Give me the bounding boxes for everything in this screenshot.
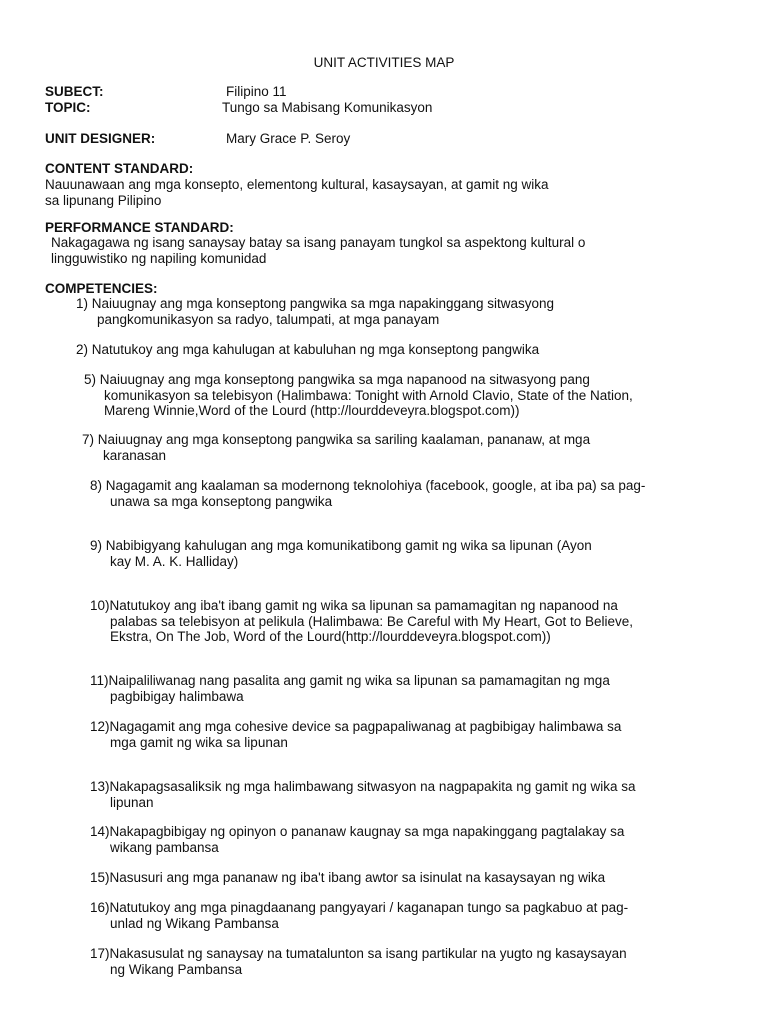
- competency-item: [90, 538, 592, 569]
- competency-line: kay M. A. K. Halliday): [110, 553, 239, 569]
- competency-item: [90, 673, 610, 704]
- subject-label: SUBECT:: [45, 84, 104, 99]
- competency-item: [82, 432, 590, 463]
- competency-line: 11)Naipaliliwanag nang pasalita ang gamit ng wika sa lipunan sa pamamagitan ng mga: [90, 673, 610, 688]
- competency-line: 16)Natutukoy ang mga pinagdaanang pangyayari / kaganapan tungo sa pagkabuo at pag-: [90, 900, 629, 915]
- competency-item: [90, 478, 645, 509]
- competency-line: pagbibigay halimbawa: [110, 688, 244, 704]
- competencies-label: COMPETENCIES:: [45, 281, 158, 296]
- competency-line: 1) Naiuugnay ang mga konseptong pangwika sa mga napakinggang sitwasyong: [76, 296, 555, 311]
- competency-line: wikang pambansa: [110, 839, 219, 855]
- performance-standard-line: lingguwistiko ng napiling komunidad: [51, 250, 267, 266]
- competency-item: [90, 946, 627, 977]
- document-title: UNIT ACTIVITIES MAP: [313, 55, 455, 70]
- competency-line: 14)Nakapagbibigay ng opinyon o pananaw kaugnay sa mga napakinggang pagtalakay sa: [90, 824, 625, 839]
- performance-standard-text: [51, 235, 585, 266]
- competency-line: 9) Nabibigyang kahulugan ang mga komunikatibong gamit ng wika sa lipunan (Ayon: [90, 538, 592, 553]
- competency-item: [76, 342, 539, 358]
- competency-line: 7) Naiuugnay ang mga konseptong pangwika sa sariling kaalaman, pananaw, at mga: [82, 432, 591, 447]
- content-standard-line: sa lipunang Pilipino: [45, 192, 162, 208]
- competency-line: 13)Nakapagsasaliksik ng mga halimbawang sitwasyon na nagpapakita ng gamit ng wika sa: [90, 779, 636, 794]
- unit-designer-value: Mary Grace P. Seroy: [226, 131, 351, 146]
- competency-line: 15)Nasusuri ang mga pananaw ng iba't ibang awtor sa isinulat na kasaysayan ng wika: [90, 870, 606, 885]
- competency-line: 8) Nagagamit ang kaalaman sa modernong teknolohiya (facebook, google, at iba pa) sa pag-: [90, 478, 646, 493]
- performance-standard-line: Nakagagawa ng isang sanaysay batay sa isang panayam tungkol sa aspektong kultural o: [51, 235, 586, 250]
- content-standard-text: [45, 177, 549, 208]
- competency-line: mga gamit ng wika sa lipunan: [110, 734, 288, 750]
- topic-label: TOPIC:: [45, 100, 91, 115]
- competency-item: [90, 870, 605, 886]
- competency-line: unawa sa mga konseptong pangwika: [110, 493, 333, 509]
- competency-item: [90, 824, 624, 855]
- competency-line: 12)Nagagamit ang mga cohesive device sa pagpapaliwanag at pagbibigay halimbawa sa: [90, 719, 622, 734]
- subject-value: Filipino 11: [226, 84, 287, 99]
- competency-line: 2) Natutukoy ang mga kahulugan at kabuluhan ng mga konseptong pangwika: [76, 342, 540, 357]
- competency-line: pangkomunikasyon sa radyo, talumpati, at mga panayam: [97, 311, 440, 327]
- topic-value: Tungo sa Mabisang Komunikasyon: [222, 100, 433, 115]
- content-standard-label: CONTENT STANDARD:: [45, 161, 194, 176]
- competency-line: karanasan: [103, 447, 167, 463]
- competency-line: 10)Natutukoy ang iba't ibang gamit ng wika sa lipunan sa pamamagitan ng napanood na: [90, 598, 618, 613]
- performance-standard-label: PERFORMANCE STANDARD:: [45, 220, 234, 235]
- competency-item: [84, 372, 633, 419]
- content-standard-line: Nauunawaan ang mga konsepto, elementong kultural, kasaysayan, at gamit ng wika: [45, 177, 549, 192]
- unit-designer-label: UNIT DESIGNER:: [45, 131, 156, 146]
- competency-item: [90, 719, 621, 750]
- competency-line: komunikasyon sa telebisyon (Halimbawa: Tonight with Arnold Clavio, State of the Nation,: [104, 387, 633, 403]
- competency-line: 17)Nakasusulat ng sanaysay na tumatalunton sa isang partikular na yugto ng kasaysayan: [90, 946, 627, 961]
- competency-line: Ekstra, On The Job, Word of the Lourd(http://lourddeveyra.blogspot.com)): [110, 629, 551, 644]
- competency-line: unlad ng Wikang Pambansa: [110, 915, 279, 931]
- competency-line: ng Wikang Pambansa: [110, 961, 243, 977]
- competency-item: [90, 598, 633, 645]
- competency-item: [90, 779, 636, 810]
- competency-item: [76, 296, 554, 327]
- competency-line: palabas sa telebisyon at pelikula (Halimbawa: Be Careful with My Heart, Got to Believe,: [110, 613, 633, 629]
- competency-item: [90, 900, 628, 931]
- competency-line: 5) Naiuugnay ang mga konseptong pangwika sa mga napanood na sitwasyong pang: [84, 372, 590, 387]
- competency-line: lipunan: [110, 794, 154, 810]
- competency-line: Mareng Winnie,Word of the Lourd (http://lourddeveyra.blogspot.com)): [104, 403, 520, 418]
